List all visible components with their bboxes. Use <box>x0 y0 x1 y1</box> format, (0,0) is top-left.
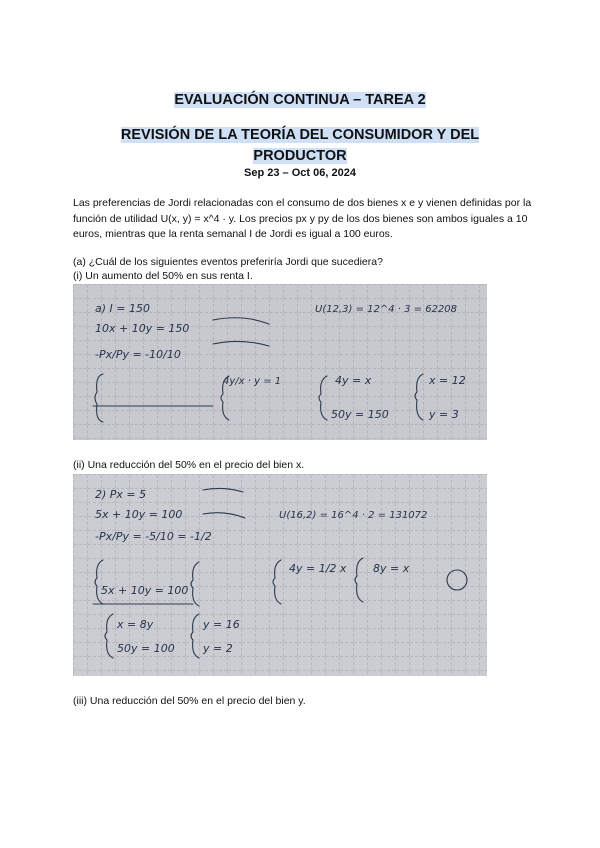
subtitle-line-2: PRODUCTOR <box>253 148 347 164</box>
photo1-line-6: y = 3 <box>429 408 459 421</box>
photo1-line-5: x = 12 <box>429 374 466 387</box>
photo1-line-8: 50y = 150 <box>331 408 389 421</box>
document-title: EVALUACIÓN CONTINUA – TAREA 2 <box>174 92 426 108</box>
photo1-line-1: a) I = 150 <box>95 302 150 315</box>
photo2-line-10: 8y = x <box>373 562 410 575</box>
photo2-line-4: U(16,2) = 16^4 · 2 = 131072 <box>279 510 428 521</box>
photo2-line-11: 4y = 1/2 x <box>289 562 347 575</box>
photo2-line-8: y = 2 <box>203 642 233 655</box>
photo1-line-9: 4y = x <box>335 374 372 387</box>
photo2-line-9: 5x + 10y = 100 <box>101 584 189 597</box>
date-range: Sep 23 – Oct 06, 2024 <box>244 167 356 179</box>
intro-paragraph: Las preferencias de Jordi relacionadas con el consumo de dos bienes x e y vienen definidas por la función de utilidad U(x, y) = x^4 · y. Los precios px y py de los dos bienes son ambos iguales a 10 euros, mientras que la renta semanal I de Jordi es igual a 100 euros. <box>73 197 532 240</box>
item-i: (i) Un aumento del 50% en sus renta I. <box>73 270 253 282</box>
photo2-line-7: y = 16 <box>203 618 240 631</box>
photo2-line-3: -Px/Py = -5/10 = -1/2 <box>95 530 212 543</box>
photo1-line-4: 4y/x · y = 1 <box>223 376 282 387</box>
photo2-line-2: 5x + 10y = 100 <box>95 508 183 521</box>
photo2-line-6: 50y = 100 <box>117 642 175 655</box>
photo1-line-2: 10x + 10y = 150 <box>95 322 190 335</box>
photo2-line-5: x = 8y <box>117 618 154 631</box>
photo2-line-1: 2) Px = 5 <box>95 488 147 501</box>
item-iii: (iii) Una reducción del 50% en el precio del bien y. <box>73 695 306 707</box>
subtitle-line-1: REVISIÓN DE LA TEORÍA DEL CONSUMIDOR Y DEL <box>120 127 480 143</box>
handwritten-photo-2 <box>73 474 487 676</box>
photo1-line-7: U(12,3) = 12^4 · 3 = 62208 <box>315 304 458 315</box>
photo1-line-3: -Px/Py = -10/10 <box>95 348 181 361</box>
question-a: (a) ¿Cuál de los siguientes eventos preferiría Jordi que sucediera? <box>73 256 383 268</box>
handwritten-photo-1 <box>73 284 487 440</box>
item-ii: (ii) Una reducción del 50% en el precio del bien x. <box>73 459 305 471</box>
document-subtitle <box>60 125 540 167</box>
